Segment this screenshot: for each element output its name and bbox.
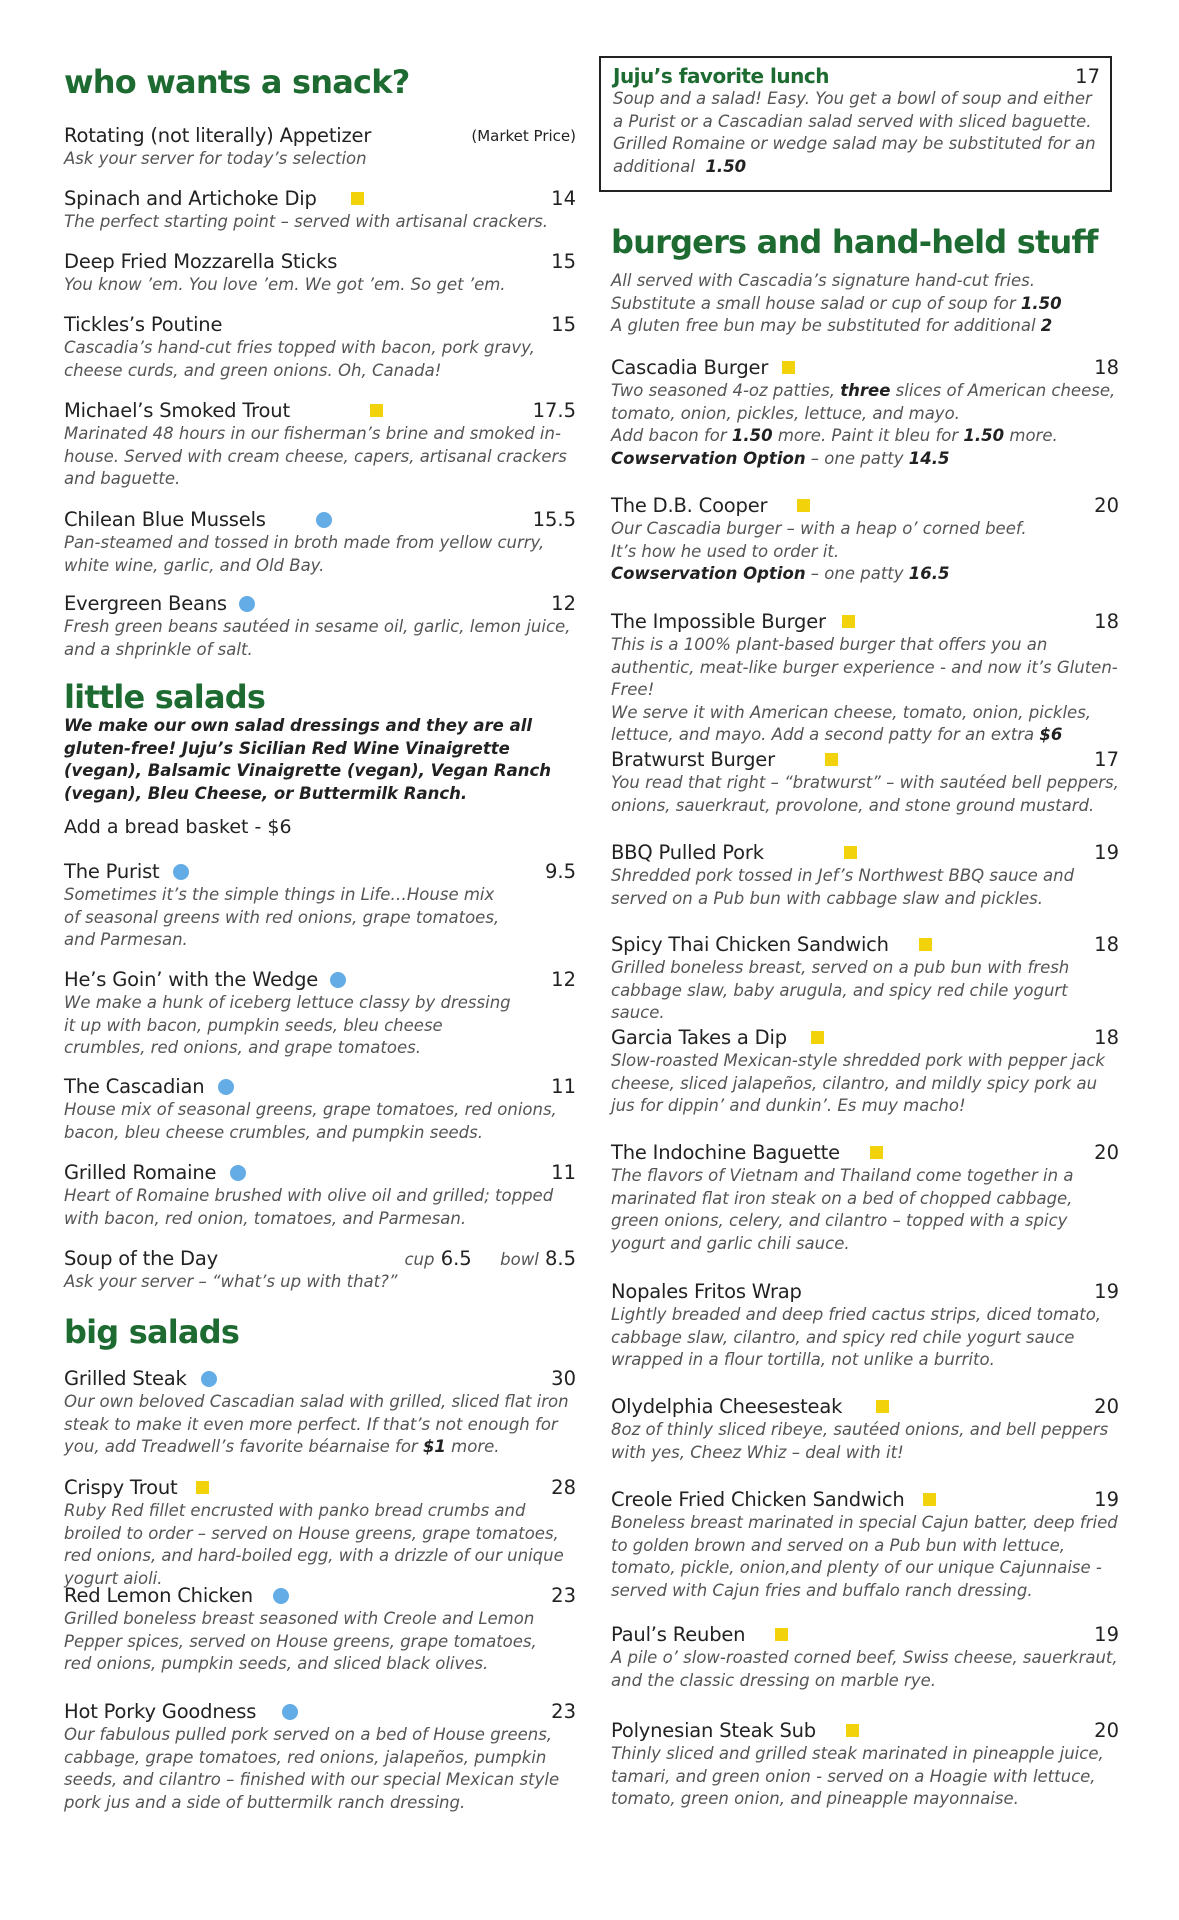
burgers-section-title: burgers and hand-held stuff — [611, 223, 1098, 261]
cowservation-price: 16.5 — [908, 564, 950, 583]
desc-part: Add bacon for — [611, 426, 732, 445]
item-name: The D.B. Cooper — [611, 494, 768, 517]
item-price: 23 — [551, 1584, 576, 1607]
menu-item — [64, 591, 576, 661]
desc-emphasis: three — [840, 381, 891, 400]
intro-text-2: A gluten free bun may be substituted for additional — [611, 316, 1036, 335]
menu-item — [64, 507, 576, 577]
item-description: Heart of Romaine brushed with olive oil and grilled; topped with bacon, red onion, tomatoes, and Parmesan. — [64, 1186, 554, 1228]
desc-price: 1.50 — [731, 426, 773, 445]
intro-price-1: 1.50 — [1020, 293, 1062, 313]
burgers-intro — [611, 270, 1116, 338]
menu-item — [64, 249, 576, 297]
desc-part: – one patty — [805, 564, 909, 583]
item-price: 20 — [1094, 1395, 1119, 1418]
item-description — [64, 1391, 576, 1459]
yellow-square-icon — [797, 499, 810, 512]
item-description: Ruby Red fillet encrusted with panko bread crumbs and broiled to order – served on House greens, grape tomatoes, red onions, and hard-boiled egg, with a drizzle of our unique yogurt aioli. — [64, 1501, 564, 1588]
item-price: 15.5 — [532, 508, 576, 531]
item-name: Michael’s Smoked Trout — [64, 399, 290, 422]
menu-item — [611, 747, 1119, 817]
cowservation-price: 14.5 — [908, 448, 950, 468]
yellow-square-icon — [923, 1493, 936, 1506]
item-description: Our fabulous pulled pork served on a bed of House greens, cabbage, grape tomatoes, red onions, jalapeños, pumpkin seeds, and cilantro – finished with our special Mexican style pork jus and a side of buttermilk ranch dressing. — [64, 1725, 560, 1812]
yellow-square-icon — [876, 1400, 889, 1413]
lunch-description — [613, 88, 1100, 178]
item-name: Paul’s Reuben — [611, 1623, 746, 1646]
item-description: Shredded pork tossed in Jef’s Northwest BBQ sauce and served on a Pub bun with cabbage slaw and pickles. — [611, 866, 1075, 908]
blue-circle-icon — [273, 1588, 289, 1604]
intro-price-2: 2 — [1040, 316, 1053, 335]
menu-item — [64, 1074, 576, 1144]
item-name: Bratwurst Burger — [611, 748, 775, 771]
item-description: 8oz of thinly sliced ribeye, sautéed onions, and bell peppers with yes, Cheez Whiz – deal with it! — [611, 1420, 1109, 1462]
item-description: You read that right – “bratwurst” – with sautéed bell peppers, onions, sauerkraut, provolone, and stone ground mustard. — [611, 773, 1119, 815]
item-description: Thinly sliced and grilled steak marinated in pineapple juice, tamari, and green onion - served on a Hoagie with lettuce, tomato, green onion, and pineapple mayonnaise. — [611, 1744, 1104, 1808]
item-name: Red Lemon Chicken — [64, 1584, 253, 1607]
yellow-square-icon — [919, 938, 932, 951]
item-price: 20 — [1094, 494, 1119, 517]
menu-item — [611, 1487, 1119, 1602]
blue-circle-icon — [316, 512, 332, 528]
item-name: Nopales Fritos Wrap — [611, 1280, 802, 1303]
menu-item — [611, 1394, 1119, 1464]
menu-item — [611, 355, 1119, 470]
menu-item — [64, 123, 576, 171]
item-price: 30 — [551, 1367, 576, 1390]
item-price: 11 — [551, 1161, 576, 1184]
menu-item — [611, 1718, 1119, 1811]
desc-part: Our Cascadia burger – with a heap o’ corned beef. — [611, 519, 1027, 538]
menu-item — [64, 1366, 576, 1459]
item-price: 12 — [551, 592, 576, 615]
item-price: (Market Price) — [471, 126, 576, 145]
yellow-square-icon — [825, 753, 838, 766]
desc-part: more. Paint it bleu for — [772, 426, 964, 445]
item-price: 15 — [551, 313, 576, 336]
blue-circle-icon — [282, 1704, 298, 1720]
bread-basket-note: Add a bread basket - $6 — [64, 816, 292, 838]
menu-item — [611, 932, 1119, 1025]
item-name: The Indochine Baguette — [611, 1141, 840, 1164]
item-name: Grilled Romaine — [64, 1161, 217, 1184]
big-salads-title: big salads — [64, 1313, 240, 1351]
item-description: Grilled boneless breast seasoned with Creole and Lemon Pepper spices, served on House greens, grape tomatoes, red onions, pumpkin seeds, and sliced black olives. — [64, 1609, 537, 1673]
item-price: 19 — [1094, 841, 1119, 864]
item-description — [611, 634, 1119, 747]
item-price: 14 — [551, 187, 576, 210]
item-description: Grilled boneless breast, served on a pub bun with fresh cabbage slaw, baby arugula, and spicy red chile yogurt sauce. — [611, 958, 1070, 1022]
item-description: Pan-steamed and tossed in broth made from yellow curry, white wine, garlic, and Old Bay. — [64, 533, 545, 575]
item-price: 17 — [1094, 748, 1119, 771]
item-name: Deep Fried Mozzarella Sticks — [64, 250, 338, 273]
intro-text-1: All served with Cascadia’s signature hand-cut fries. Substitute a small house salad or cup of soup for — [611, 271, 1035, 313]
desc-part: It’s how he used to order it. — [611, 541, 840, 561]
item-name: Crispy Trout — [64, 1476, 178, 1499]
menu-item-soup — [64, 1246, 576, 1294]
yellow-square-icon — [811, 1031, 824, 1044]
item-name: Polynesian Steak Sub — [611, 1719, 816, 1742]
blue-circle-icon — [173, 864, 189, 880]
item-description: Lightly breaded and deep fried cactus strips, diced tomato, cabbage slaw, cilantro, and spicy red chile yogurt sauce wrapped in a flour tortilla, not unlike a burrito. — [611, 1305, 1102, 1369]
cup-label: cup — [404, 1250, 435, 1269]
blue-circle-icon — [230, 1165, 246, 1181]
item-price: 19 — [1094, 1488, 1119, 1511]
item-description: You know ’em. You love ’em. We got ’em. So get ’em. — [64, 275, 506, 294]
item-description: The perfect starting point – served with artisanal crackers. — [64, 212, 548, 231]
item-name: Spicy Thai Chicken Sandwich — [611, 933, 889, 956]
item-description: Slow-roasted Mexican-style shredded pork with pepper jack cheese, sliced jalapeños, cilantro, and mildly spicy pork au jus for dippin’ and dunkin’. Es muy macho! — [611, 1051, 1105, 1115]
menu-item — [611, 1279, 1119, 1372]
desc-part: – one patty — [805, 448, 909, 468]
blue-circle-icon — [239, 596, 255, 612]
item-description: A pile o’ slow-roasted corned beef, Swiss cheese, sauerkraut, and the classic dressing on marble rye. — [611, 1648, 1118, 1690]
menu-item — [64, 1699, 576, 1814]
item-name: Tickles’s Poutine — [64, 313, 223, 336]
blue-circle-icon — [218, 1079, 234, 1095]
menu-item — [611, 1140, 1119, 1255]
yellow-square-icon — [782, 361, 795, 374]
yellow-square-icon — [370, 404, 383, 417]
menu-item — [611, 1025, 1119, 1118]
item-name: Garcia Takes a Dip — [611, 1026, 787, 1049]
item-name: Hot Porky Goodness — [64, 1700, 257, 1723]
desc-part: slices of American cheese, tomato, onion, pickles, lettuce, and mayo. — [611, 381, 1116, 423]
item-price: 23 — [551, 1700, 576, 1723]
lunch-special-box — [599, 56, 1112, 192]
yellow-square-icon — [842, 615, 855, 628]
item-description: Sometimes it’s the simple things in Life…House mix of seasonal greens with red onions, grape tomatoes, and Parmesan. — [64, 885, 500, 949]
item-price: 18 — [1094, 356, 1119, 379]
menu-item — [64, 398, 576, 491]
menu-item — [611, 609, 1119, 747]
item-price: 18 — [1094, 610, 1119, 633]
desc-price: 1.50 — [705, 156, 747, 176]
lunch-price: 17 — [1075, 64, 1100, 88]
yellow-square-icon — [844, 846, 857, 859]
item-name: Evergreen Beans — [64, 592, 227, 615]
bowl-price: 8.5 — [544, 1247, 576, 1270]
item-description: Boneless breast marinated in special Cajun batter, deep fried to golden brown and served on a Pub bun with lettuce, tomato, pickle, onion,and plenty of our unique Cajunnaise - served with Cajun fries and buffalo ranch dressing. — [611, 1513, 1118, 1600]
item-name: He’s Goin’ with the Wedge — [64, 968, 319, 991]
little-salads-title: little salads — [64, 678, 266, 716]
item-description: Ask your server for today’s selection — [64, 149, 367, 168]
blue-circle-icon — [330, 972, 346, 988]
blue-circle-icon — [201, 1371, 217, 1387]
desc-text: Our own beloved Cascadian salad with grilled, sliced flat iron steak to make it even more perfect. If that’s not enough for you, add Treadwell’s favorite béarnaise for — [64, 1392, 569, 1456]
item-price: 20 — [1094, 1141, 1119, 1164]
item-description: Ask your server – “what’s up with that?” — [64, 1272, 398, 1291]
desc-price: 1.50 — [963, 426, 1005, 445]
item-price: 17.5 — [532, 399, 576, 422]
desc-price: $1 — [422, 1437, 446, 1456]
menu-item — [611, 840, 1119, 910]
cowservation-option: Cowservation Option — [611, 564, 806, 583]
yellow-square-icon — [775, 1628, 788, 1641]
menu-item — [64, 967, 576, 1060]
item-name: The Impossible Burger — [611, 610, 826, 633]
item-description: We make a hunk of iceberg lettuce classy by dressing it up with bacon, pumpkin seeds, bleu cheese crumbles, red onions, and grape tomatoes. — [64, 993, 511, 1057]
item-description: Cascadia’s hand-cut fries topped with bacon, pork gravy, cheese curds, and green onions. Oh, Canada! — [64, 338, 535, 380]
bowl-label: bowl — [500, 1250, 539, 1269]
menu-item — [64, 1583, 576, 1676]
soup-prices — [404, 1247, 576, 1270]
item-name: BBQ Pulled Pork — [611, 841, 764, 864]
item-price: 12 — [551, 968, 576, 991]
item-price: 18 — [1094, 1026, 1119, 1049]
menu-item — [611, 493, 1119, 586]
item-name: Creole Fried Chicken Sandwich — [611, 1488, 905, 1511]
desc-part: This is a 100% plant-based burger that offers you an authentic, meat-like burger experience - and now it’s Gluten-Free! — [611, 635, 1118, 699]
desc-tail: more. — [445, 1437, 500, 1456]
item-description: House mix of seasonal greens, grape tomatoes, red onions, bacon, bleu cheese crumbles, and pumpkin seeds. — [64, 1100, 557, 1142]
desc-text: Soup and a salad! Easy. You get a bowl of soup and either a Purist or a Cascadian salad served with sliced baguette. Grilled Romaine or wedge salad may be substituted for an additional — [613, 89, 1096, 176]
yellow-square-icon — [351, 192, 364, 205]
desc-price: $6 — [1039, 725, 1063, 744]
item-name: Chilean Blue Mussels — [64, 508, 266, 531]
item-name: Spinach and Artichoke Dip — [64, 187, 317, 210]
menu-item — [611, 1622, 1119, 1692]
item-description: The flavors of Vietnam and Thailand come together in a marinated flat iron steak on a bed of chopped cabbage, green onions, celery, and cilantro – topped with a spicy yogurt and garlic chili sauce. — [611, 1166, 1074, 1253]
item-price: 20 — [1094, 1719, 1119, 1742]
item-price: 18 — [1094, 933, 1119, 956]
item-description — [611, 518, 1119, 586]
item-price: 28 — [551, 1476, 576, 1499]
item-price: 19 — [1094, 1280, 1119, 1303]
menu-item — [64, 1160, 576, 1230]
menu-item — [64, 186, 576, 234]
desc-part: Two seasoned 4-oz patties, — [611, 381, 841, 400]
snack-section-title: who wants a snack? — [64, 63, 410, 101]
menu-item — [64, 312, 576, 382]
item-name: Rotating (not literally) Appetizer — [64, 124, 372, 147]
item-name: Soup of the Day — [64, 1247, 218, 1270]
item-name: Cascadia Burger — [611, 356, 769, 379]
item-price: 11 — [551, 1075, 576, 1098]
item-description: Fresh green beans sautéed in sesame oil, garlic, lemon juice, and a shprinkle of salt. — [64, 617, 571, 659]
item-price: 15 — [551, 250, 576, 273]
menu-item — [64, 859, 576, 952]
item-description — [611, 380, 1119, 470]
desc-part: more. — [1004, 426, 1058, 445]
item-name: Grilled Steak — [64, 1367, 187, 1390]
item-price: 9.5 — [544, 860, 576, 883]
yellow-square-icon — [870, 1146, 883, 1159]
desc-part: We serve it with American cheese, tomato, onion, pickles, lettuce, and mayo. Add a second patty for an extra — [611, 702, 1092, 744]
lunch-title: Juju’s favorite lunch — [613, 64, 829, 88]
item-description: Marinated 48 hours in our fisherman’s brine and smoked in-house. Served with cream cheese, capers, artisanal crackers and baguette. — [64, 424, 567, 488]
cup-price: 6.5 — [440, 1247, 472, 1270]
cowservation-option: Cowservation Option — [611, 448, 806, 468]
menu-item — [64, 1475, 576, 1590]
item-price: 19 — [1094, 1623, 1119, 1646]
item-name: The Purist — [64, 860, 160, 883]
dressing-intro: We make our own salad dressings and they are all gluten-free! Juju’s Sicilian Red Wine Vinaigrette (vegan), Balsamic Vinaigrette (vegan), Vegan Ranch (vegan), Bleu Cheese, or Buttermilk Ranch. — [64, 716, 551, 803]
yellow-square-icon — [196, 1481, 209, 1494]
yellow-square-icon — [846, 1724, 859, 1737]
item-name: Olydelphia Cheesesteak — [611, 1395, 843, 1418]
item-name: The Cascadian — [64, 1075, 205, 1098]
